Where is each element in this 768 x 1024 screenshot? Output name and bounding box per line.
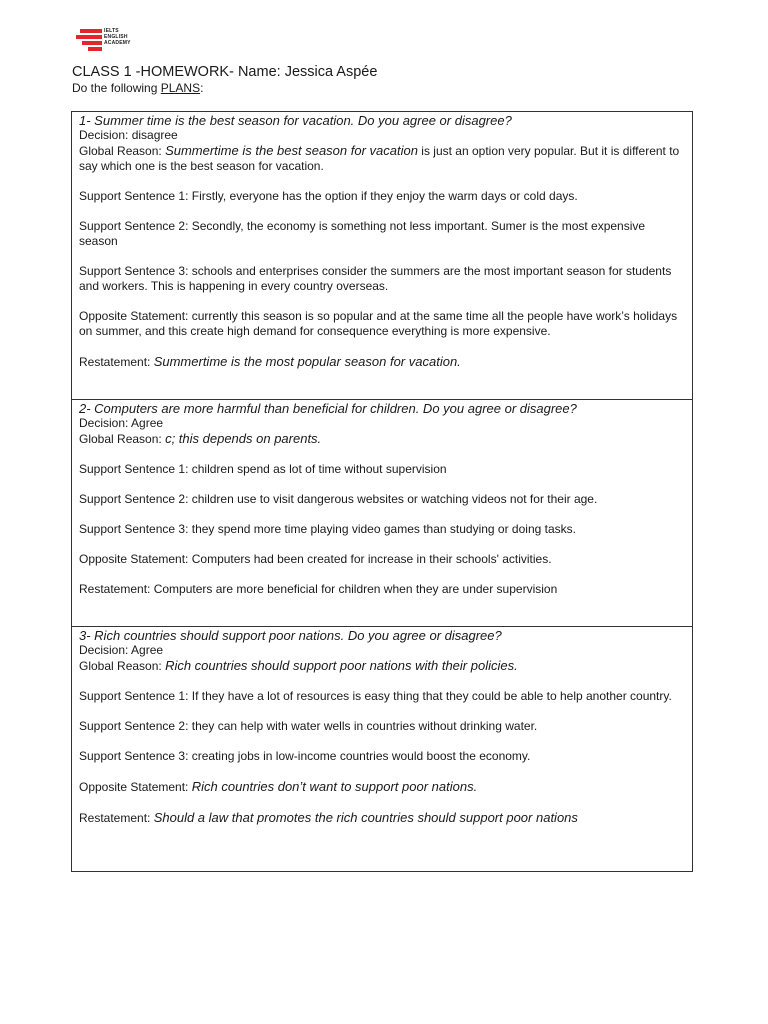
plan-2 [72,400,692,627]
plan-support-1: Support Sentence 1: Firstly, everyone has the option if they enjoy the warm days or cold days. [79,189,578,203]
academy-logo [76,28,136,52]
plan-global-reason: Global Reason: Summertime is the best season for vacation is just an option very popular. But it is different to say which one is the best season for vacation. [79,143,680,173]
plan-3 [72,627,692,871]
plan-decision: Decision: disagree [79,128,178,142]
plans-link: PLANS [160,81,201,95]
plan-global-reason: Global Reason: c; this depends on parents. [79,431,322,446]
plan-restatement: Restatement: Computers are more beneficial for children when they are under supervision [79,582,558,596]
plan-support-1: Support Sentence 1: If they have a lot of resources is easy thing that they could be able to help another country. [79,689,672,703]
plan-support-3: Support Sentence 3: creating jobs in low-income countries would boost the economy. [79,749,531,763]
plan-support-3: Support Sentence 3: schools and enterprises consider the summers are the most important season for students and workers. This is happening in every country overseas. [79,264,672,293]
plan-opposite: Opposite Statement: Computers had been created for increase in their schools' activities. [79,552,552,566]
plan-1 [72,112,692,400]
plan-global-reason: Global Reason: Rich countries should support poor nations with their policies. [79,658,518,673]
logo-stripes-icon [76,28,102,52]
plan-support-2: Support Sentence 2: children use to visit dangerous websites or watching videos not for their age. [79,492,598,506]
plan-question: 3- Rich countries should support poor nations. Do you agree or disagree? [79,628,502,643]
plan-question: 1- Summer time is the best season for vacation. Do you agree or disagree? [79,113,512,128]
plans-table [71,111,693,872]
page-title: CLASS 1 -HOMEWORK- Name: Jessica Aspée [72,64,378,80]
plan-restatement: Restatement: Summertime is the most popular season for vacation. [79,354,461,369]
plan-opposite: Opposite Statement: Rich countries don’t want to support poor nations. [79,779,478,794]
plan-restatement: Restatement: Should a law that promotes the rich countries should support poor nations [79,810,578,825]
plan-decision: Decision: Agree [79,416,164,430]
plan-support-2: Support Sentence 2: Secondly, the economy is something not less important. Sumer is the most expensive season [79,219,646,248]
instruction-text: Do the following PLANS: [72,81,204,95]
plan-opposite: Opposite Statement: currently this season is so popular and at the same time all the people have work’s holidays on summer, and this create high demand for consequence everything is more expensive. [79,309,678,338]
plan-question: 2- Computers are more harmful than beneficial for children. Do you agree or disagree? [79,401,577,416]
plan-support-1: Support Sentence 1: children spend as lot of time without supervision [79,462,447,476]
logo-text: IELTS ENGLISH ACADEMY [104,28,131,46]
plan-support-3: Support Sentence 3: they spend more time playing video games than studying or doing tasks. [79,522,576,536]
plan-decision: Decision: Agree [79,643,164,657]
plan-support-2: Support Sentence 2: they can help with water wells in countries without drinking water. [79,719,538,733]
